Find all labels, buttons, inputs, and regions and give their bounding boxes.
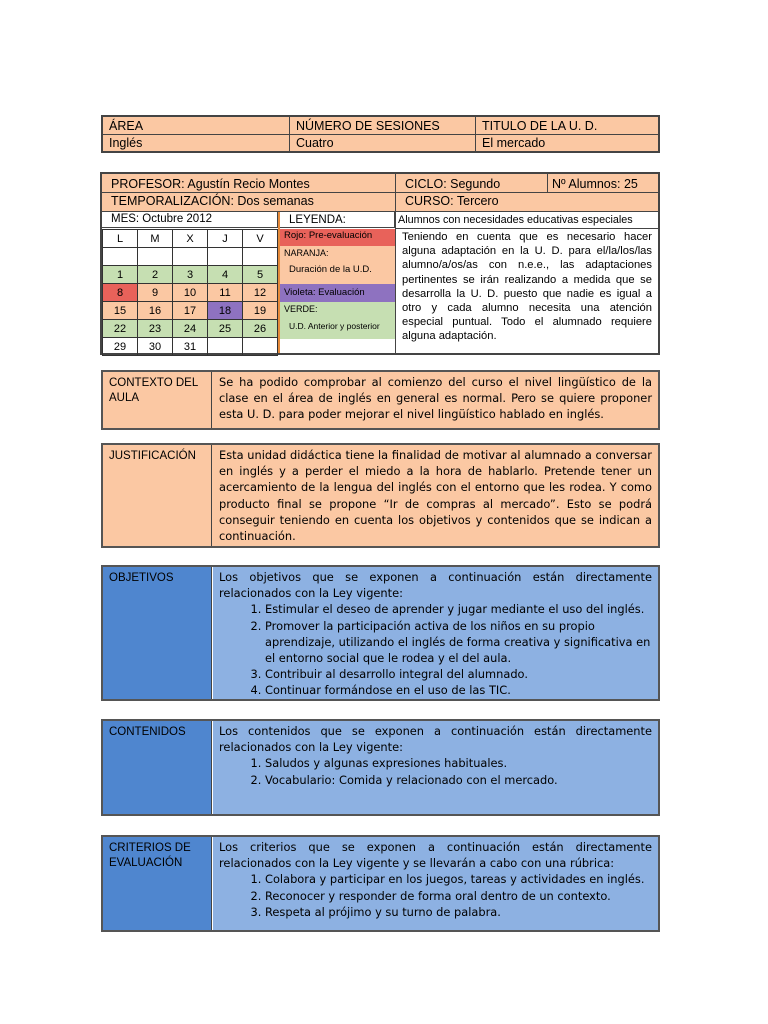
legend-naranja-box	[280, 246, 395, 284]
calendar-cell: 18	[208, 302, 243, 320]
calendar-row	[103, 284, 278, 302]
criterios-content	[213, 837, 658, 930]
objetivos-content	[213, 567, 658, 699]
temporalizacion: TEMPORALIZACIÓN: Dos semanas	[111, 194, 314, 208]
calendar-cell: 8	[103, 284, 138, 302]
sesiones-value: Cuatro	[296, 136, 334, 150]
day-header: X	[173, 230, 208, 248]
criterios-list	[219, 871, 652, 920]
ciclo: CICLO: Segundo	[405, 177, 501, 191]
area-value: Inglés	[109, 136, 143, 150]
calendar-cell: 19	[243, 302, 278, 320]
calendar-cell: 2	[138, 266, 173, 284]
area-table	[101, 115, 660, 153]
list-item: 1. Colabora y participar en los juegos, tareas y actividades en inglés.	[265, 871, 652, 887]
legend-violeta: Violeta: Evaluación	[280, 284, 395, 302]
calendar	[102, 229, 278, 356]
criterios-label: CRITERIOS DE EVALUACIÓN	[103, 837, 212, 930]
calendar-cell	[208, 248, 243, 266]
profesor: PROFESOR: Agustín Recio Montes	[111, 177, 310, 191]
justificacion-section	[101, 443, 660, 548]
justificacion-label: JUSTIFICACIÓN	[103, 445, 212, 546]
legend-anterior: U.D. Anterior y posterior	[289, 321, 380, 331]
titulo-value: El mercado	[482, 136, 546, 150]
list-item: 1. Saludos y algunas expresiones habituales.	[265, 755, 652, 771]
calendar-cell: 30	[138, 338, 173, 356]
info-table	[100, 172, 660, 355]
calendar-cell: 26	[243, 320, 278, 338]
calendar-cell	[243, 338, 278, 356]
calendar-row	[103, 338, 278, 356]
day-header: L	[103, 230, 138, 248]
area-header: ÁREA	[109, 119, 144, 133]
calendar-cell: 22	[103, 320, 138, 338]
nee-title: Alumnos con necesidades educativas especiales	[398, 214, 633, 226]
calendar-cell	[208, 338, 243, 356]
calendar-cell: 10	[173, 284, 208, 302]
contexto-text: Se ha podido comprobar al comienzo del curso el nivel lingüístico de la clase en el área de inglés en general es normal. Pero se quiere proponer esta U. D. para poder mejorar el nivel lingüístico hablado en inglés.	[219, 375, 652, 422]
num-alumnos: Nº Alumnos: 25	[552, 177, 638, 191]
curso: CURSO: Tercero	[405, 194, 499, 208]
calendar-cell: 16	[138, 302, 173, 320]
objetivos-intro: Los objetivos que se exponen a continuación están directamente relacionados con la Ley vigente:	[219, 570, 652, 601]
contenidos-list	[219, 755, 652, 787]
calendar-cell: 31	[173, 338, 208, 356]
contexto-label: CONTEXTO DEL AULA	[103, 372, 212, 428]
legend-duracion: Duración de la U.D.	[289, 264, 372, 275]
calendar-row	[103, 266, 278, 284]
sesiones-header: NÚMERO DE SESIONES	[296, 119, 440, 133]
contenidos-intro: Los contenidos que se exponen a continuación están directamente relacionados con la Ley vigente:	[219, 724, 652, 755]
day-header: J	[208, 230, 243, 248]
contexto-section	[101, 370, 660, 430]
justificacion-text: Esta unidad didáctica tiene la finalidad de motivar al alumnado a conversar en inglés y a perder el miedo a la hora de hablarlo. Pretende tener un acercamiento de la lengua del inglés con el entorno que les rodea. Y como producto final se propone “Ir de compras al mercado”. Esto se podrá conseguir teniendo en cuenta los objetivos y contenidos que se indican a continuación.	[219, 448, 652, 544]
titulo-header: TITULO DE LA U. D.	[482, 119, 598, 133]
calendar-cell: 1	[103, 266, 138, 284]
day-header: M	[138, 230, 173, 248]
calendar-cell: 23	[138, 320, 173, 338]
objetivos-label: OBJETIVOS	[103, 567, 212, 699]
calendar-cell: 3	[173, 266, 208, 284]
calendar-days-row	[103, 230, 278, 248]
calendar-cell: 9	[138, 284, 173, 302]
legend-verde: VERDE:	[284, 304, 318, 314]
calendar-cell: 29	[103, 338, 138, 356]
calendar-row	[103, 320, 278, 338]
calendar-cell: 25	[208, 320, 243, 338]
calendar-row	[103, 248, 278, 266]
day-header: V	[243, 230, 278, 248]
list-item: 4. Continuar formándose en el uso de las TIC.	[265, 682, 652, 698]
calendar-cell: 4	[208, 266, 243, 284]
list-item: 2. Vocabulario: Comida y relacionado con el mercado.	[265, 772, 652, 788]
list-item: 3. Respeta al prójimo y su turno de palabra.	[265, 904, 652, 920]
list-item: 1. Estimular el deseo de aprender y jugar mediante el uso del inglés.	[265, 601, 652, 617]
contenidos-label: CONTENIDOS	[103, 721, 212, 814]
calendar-cell: 24	[173, 320, 208, 338]
legend-rojo: Rojo: Pre-evaluación	[280, 229, 395, 246]
list-item: 2. Promover la participación activa de los niños en su propio aprendizaje, utilizando el inglés de forma creativa y significativa en el entorno social que le rodea y el del aula.	[265, 618, 652, 667]
calendar-cell	[138, 248, 173, 266]
criterios-section	[101, 835, 660, 932]
criterios-intro: Los criterios que se exponen a continuación están directamente relacionados con la Ley vigente y se llevarán a cabo con una rúbrica:	[219, 840, 652, 871]
calendar-cell: 17	[173, 302, 208, 320]
list-item: 2. Reconocer y responder de forma oral dentro de un contexto.	[265, 888, 652, 904]
calendar-cell: 11	[208, 284, 243, 302]
calendar-row	[103, 302, 278, 320]
legend-naranja: NARANJA:	[284, 248, 329, 258]
calendar-cell: 12	[243, 284, 278, 302]
objetivos-section	[101, 565, 660, 701]
objetivos-list	[219, 601, 652, 698]
mes: MES: Octubre 2012	[111, 213, 212, 225]
contenidos-content	[213, 721, 658, 814]
nee-text: Teniendo en cuenta que es necesario hacer alguna adaptación en la U. D. para el/la/los/las alumno/a/os/as con n.e.e., las adaptaciones pertinentes se irán realizando a medida que se desarrolla la U. D. puesto que nadie es igual a otro y cada alumno necesita una atención especial puntual. Todo el alumnado requiere alguna adaptación.	[402, 231, 652, 343]
calendar-cell: 5	[243, 266, 278, 284]
calendar-cell	[103, 248, 138, 266]
legend-verde-box	[280, 302, 395, 339]
contenidos-section	[101, 719, 660, 816]
list-item: 3. Contribuir al desarrollo integral del alumnado.	[265, 666, 652, 682]
leyenda-title: LEYENDA:	[289, 214, 346, 226]
calendar-cell	[243, 248, 278, 266]
calendar-cell	[173, 248, 208, 266]
calendar-cell: 15	[103, 302, 138, 320]
